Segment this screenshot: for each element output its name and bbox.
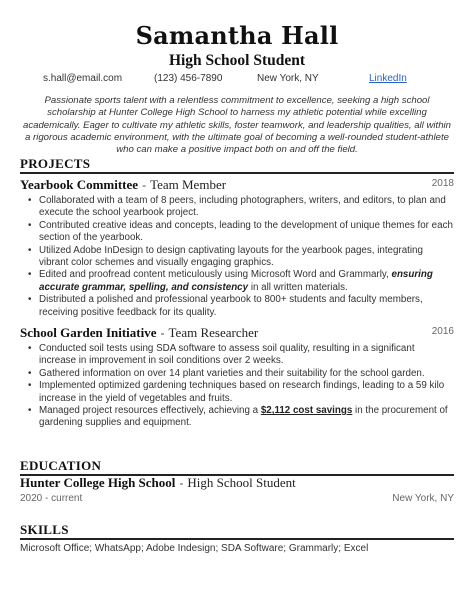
education-location: New York, NY xyxy=(392,493,454,504)
education-dates: 2020 - current xyxy=(20,493,83,504)
bullet-item xyxy=(28,269,454,294)
separator: - xyxy=(179,476,184,490)
bullet-item: • Conducted soil tests using SDA software to assess soil quality, resulting in a significant increase in improvement in soil conditions over 2 weeks. xyxy=(28,343,454,368)
project-header xyxy=(20,177,454,193)
project-bullets xyxy=(28,343,454,430)
bullet-item: • Distributed a polished and professional yearbook to 800+ students and faculty members, receiving positive feedback for its quality. xyxy=(28,294,454,319)
bullet-item xyxy=(28,405,454,430)
skills-list: Microsoft Office; WhatsApp; Adobe Indesign; SDA Software; Grammarly; Excel xyxy=(20,543,369,554)
project-role: Team Member xyxy=(150,177,227,192)
contact-email: s.hall@email.com xyxy=(43,73,123,84)
bullet-item: • Gathered information on over 14 plant varieties and their suitability for the school garden. xyxy=(28,368,454,380)
bullet-item: • Contributed creative ideas and concepts, leading to the development of unique themes for each section of the yearbook. xyxy=(28,220,454,245)
bullet-item: • Collaborated with a team of 8 peers, including photographers, writers, and editors, to plan and execute the school yearbook project. xyxy=(28,195,454,220)
separator: - xyxy=(142,178,147,192)
bullet-item: • Implemented optimized gardening techniques based on research findings, leading to a 59 kilo increase in the yield of vegetables and fruits. xyxy=(28,380,454,405)
project-year: 2018 xyxy=(431,178,454,189)
education-details xyxy=(20,493,454,504)
project-year: 2016 xyxy=(431,326,454,337)
linkedin-link[interactable]: LinkedIn xyxy=(369,73,407,84)
school-name: Hunter College High School xyxy=(20,475,176,490)
degree: High School Student xyxy=(187,475,296,490)
bullet-text: in the procurement of gardening supplies and equipment. xyxy=(39,405,448,429)
candidate-title: High School Student xyxy=(168,52,306,69)
separator: - xyxy=(160,326,165,340)
bullet-highlight: $2,112 cost savings xyxy=(260,405,353,417)
candidate-name: Samantha Hall xyxy=(135,21,339,50)
bullet-emphasis: ensuring accurate grammar, spelling, and consistency xyxy=(39,269,433,293)
project-bullets xyxy=(28,195,454,319)
bullet-item: • Utilized Adobe InDesign to design captivating layouts for the yearbook pages, integrating vibrant color schemes and visually engaging graphics. xyxy=(28,245,454,270)
section-divider xyxy=(20,172,454,174)
contact-location: New York, NY xyxy=(257,73,319,84)
contact-phone: (123) 456-7890 xyxy=(154,73,223,84)
summary-text: Passionate sports talent with a relentless commitment to excellence, seeking a high school scholarship at Hunter College High School to harness my athletic potential while excelling academically. Eager to cultivate my athletic skills, foster teamwork, and leadership qualities, all within a rigorous academic environment, with the ultimate goal of becoming a well-rounded student-athlete who can make a positive impact both on and off the field. xyxy=(23,95,451,156)
education-header xyxy=(20,475,454,491)
section-divider xyxy=(20,538,454,540)
project-header xyxy=(20,325,454,341)
section-title-skills: SKILLS xyxy=(20,522,69,537)
bullet-text: Managed project resources effectively, achieving a xyxy=(39,405,261,417)
section-title-projects: PROJECTS xyxy=(20,156,91,171)
project-org: School Garden Initiative xyxy=(20,325,157,340)
project-role: Team Researcher xyxy=(168,325,259,340)
bullet-text: in all written materials. xyxy=(248,281,348,293)
project-org: Yearbook Committee xyxy=(20,177,139,192)
bullet-text: Edited and proofread content meticulously using Microsoft Word and Grammarly, xyxy=(39,269,392,281)
section-title-education: EDUCATION xyxy=(20,458,102,473)
